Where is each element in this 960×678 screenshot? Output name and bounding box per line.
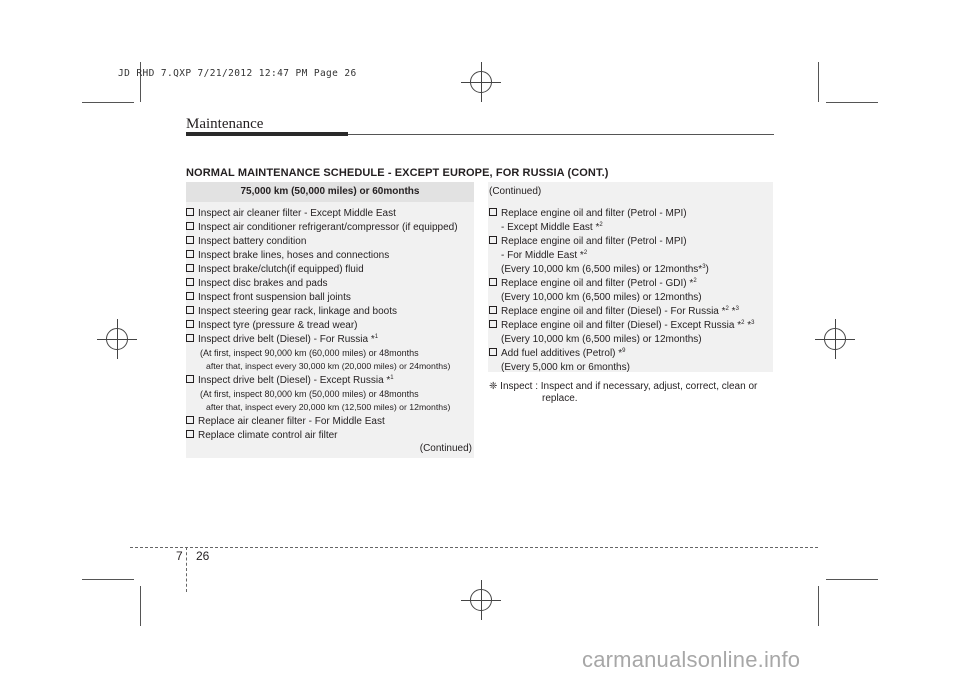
list-item-note: (Every 10,000 km (6,500 miles) or 12months) — [501, 292, 702, 303]
list-item: Inspect drive belt (Diesel) - For Russia *$^1$ — [186, 334, 378, 346]
checkbox-icon — [186, 278, 194, 286]
list-item: Inspect disc brakes and pads — [186, 278, 328, 290]
crop-mark — [140, 586, 141, 626]
page-number-divider — [186, 547, 187, 592]
list-item-note: - Except Middle East *$^2$ — [501, 222, 603, 233]
list-item: Inspect battery condition — [186, 236, 306, 248]
checkbox-icon — [186, 416, 194, 424]
list-item-note: - For Middle East *$^2$ — [501, 250, 588, 261]
crop-mark — [818, 62, 819, 102]
watermark: carmanualsonline.info — [582, 647, 801, 672]
list-item-note: (Every 10,000 km (6,500 miles) or 12months*$^3$) — [501, 264, 709, 275]
list-item: Replace engine oil and filter (Petrol - MPI) — [489, 236, 687, 248]
header-rule-thin — [348, 134, 774, 135]
checkbox-icon — [186, 236, 194, 244]
list-item-note: (Every 10,000 km (6,500 miles) or 12months) — [501, 334, 702, 345]
list-item-note: after that, inspect every 30,000 km (20,000 miles) or 24months) — [206, 361, 451, 371]
list-item: Replace engine oil and filter (Petrol - GDI) *$^2$ — [489, 278, 697, 290]
list-item: Inspect front suspension ball joints — [186, 292, 351, 304]
list-item: Inspect tyre (pressure & tread wear) — [186, 320, 358, 332]
list-item: Inspect air cleaner filter - Except Middle East — [186, 208, 396, 220]
note-symbol-icon: ❈ — [489, 381, 498, 392]
list-item-note: after that, inspect every 20,000 km (12,500 miles) or 12months) — [206, 402, 451, 412]
list-item: Inspect brake/clutch(if equipped) fluid — [186, 264, 364, 276]
list-item: Add fuel additives (Petrol) *$^9$ — [489, 348, 626, 360]
crop-mark — [82, 102, 134, 103]
checkbox-icon — [489, 208, 497, 216]
list-item: Replace engine oil and filter (Petrol - MPI) — [489, 208, 687, 220]
list-item: Replace climate control air filter — [186, 430, 338, 442]
checkbox-icon — [489, 306, 497, 314]
footer-rule — [130, 547, 818, 548]
page-header-title: Maintenance — [186, 116, 264, 132]
list-item: Replace engine oil and filter (Diesel) - Except Russia *$^2$ *$^3$ — [489, 320, 754, 332]
checkbox-icon — [186, 222, 194, 230]
list-item: Inspect air conditioner refrigerant/compressor (if equipped) — [186, 222, 458, 234]
crop-mark — [826, 579, 878, 580]
checkbox-icon — [186, 264, 194, 272]
checkbox-icon — [489, 348, 497, 356]
section-heading: NORMAL MAINTENANCE SCHEDULE - EXCEPT EUROPE, FOR RUSSIA (CONT.) — [186, 167, 609, 179]
header-rule-thick — [186, 132, 348, 136]
checkbox-icon — [489, 236, 497, 244]
list-item: Inspect steering gear rack, linkage and boots — [186, 306, 397, 318]
checkbox-icon — [489, 278, 497, 286]
list-item: Replace engine oil and filter (Diesel) - For Russia *$^2$ *$^3$ — [489, 306, 739, 318]
checkbox-icon — [186, 430, 194, 438]
checkbox-icon — [186, 292, 194, 300]
inspect-definition: ❈ Inspect : Inspect and if necessary, adjust, correct, clean or — [489, 381, 758, 392]
continued-label: (Continued) — [419, 443, 472, 454]
crop-mark — [826, 102, 878, 103]
checkbox-icon — [186, 208, 194, 216]
checkbox-icon — [489, 320, 497, 328]
crop-mark — [82, 579, 134, 580]
checkbox-icon — [186, 250, 194, 258]
list-item-note: (At first, inspect 80,000 km (50,000 miles) or 48months — [200, 389, 419, 399]
interval-heading: 75,000 km (50,000 miles) or 60months — [240, 186, 420, 197]
checkbox-icon — [186, 306, 194, 314]
continued-label: (Continued) — [489, 186, 542, 197]
list-item: Inspect drive belt (Diesel) - Except Russia *$^1$ — [186, 375, 394, 387]
print-slug: JD RHD 7.QXP 7/21/2012 12:47 PM Page 26 — [118, 68, 357, 79]
inspect-definition-continued: replace. — [542, 393, 578, 404]
list-item-note: (Every 5,000 km or 6months) — [501, 362, 630, 373]
page-number: 26 — [196, 549, 210, 563]
crop-mark — [818, 586, 819, 626]
checkbox-icon — [186, 375, 194, 383]
chapter-number: 7 — [176, 549, 183, 563]
list-item-note: (At first, inspect 90,000 km (60,000 miles) or 48months — [200, 348, 419, 358]
list-item: Replace air cleaner filter - For Middle East — [186, 416, 385, 428]
checkbox-icon — [186, 320, 194, 328]
checkbox-icon — [186, 334, 194, 342]
list-item: Inspect brake lines, hoses and connections — [186, 250, 389, 262]
